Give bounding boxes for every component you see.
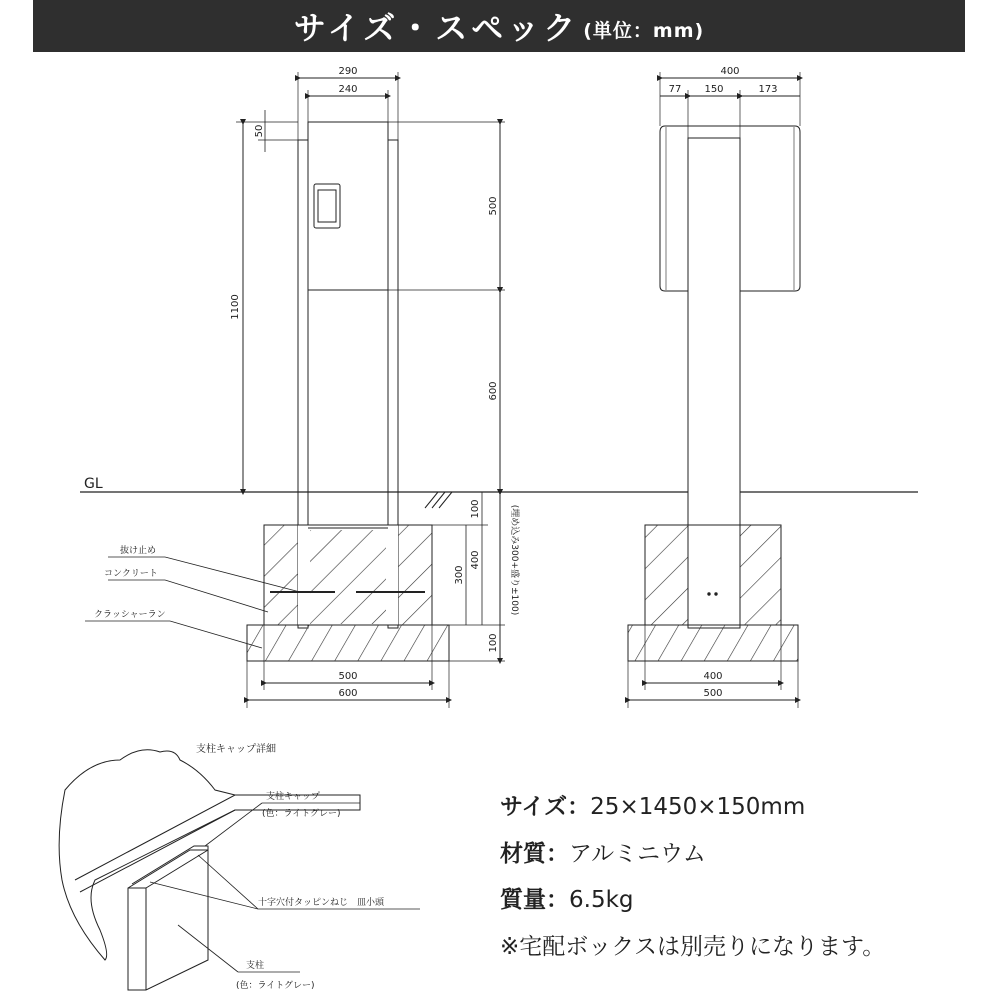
crusher-run-base: [247, 625, 449, 661]
screw-label: 十字穴付タッピンねじ 皿小頭: [258, 898, 385, 908]
unit-label: (単位：mm): [583, 19, 705, 42]
post-color: (色：ライトグレー): [236, 981, 315, 991]
dim-box-height: 500: [488, 196, 499, 216]
dim-base-inner: 500: [338, 671, 358, 682]
spec-weight-key: 質量：: [500, 887, 569, 913]
dim-side-mid: 150: [704, 84, 724, 95]
dim-embed-depth: 300: [454, 565, 465, 585]
spec-material-key: 材質：: [500, 841, 569, 867]
dim-side-total: 400: [720, 66, 740, 77]
spec-material-value: アルミニウム: [569, 841, 706, 867]
dim-base-outer: 600: [338, 688, 358, 699]
spec-size-value: 25×1450×150mm: [590, 794, 806, 820]
spec-size-key: サイズ：: [500, 794, 591, 820]
cap-detail-labels: [196, 742, 385, 991]
embed-note: (埋め込み300+盛り±100): [509, 504, 519, 616]
dim-outer-width: 290: [338, 66, 358, 77]
side-view: [628, 72, 800, 708]
page-title: サイズ・スペック: [293, 9, 580, 47]
ground-label: GL: [84, 476, 103, 492]
dim-lower-post: 600: [488, 381, 499, 401]
spec-size: [500, 788, 805, 821]
dim-base: 100: [488, 633, 499, 653]
dim-inner-width: 240: [338, 84, 358, 95]
sold-separately-note: ※宅配ボックスは別売りになります。: [500, 934, 886, 960]
spec-weight: [500, 881, 634, 914]
box-outline: [308, 122, 388, 290]
detail-title: 支柱キャップ詳細: [196, 744, 276, 755]
cap-label: 支柱キャップ: [266, 792, 321, 802]
side-crusher-run: [628, 625, 798, 661]
cap-color: (色：ライトグレー): [262, 809, 341, 819]
dim-total-height: 1100: [230, 294, 241, 320]
dim-embed-mid: 400: [470, 550, 481, 570]
spec-material: [500, 835, 706, 868]
detail-post: [128, 850, 208, 990]
post-label: 支柱: [246, 961, 265, 971]
dim-side-right: 173: [758, 84, 778, 95]
label-concrete: コンクリート: [104, 569, 158, 579]
dim-cap: 50: [254, 124, 265, 138]
dim-side-left: 77: [668, 84, 682, 95]
label-crusher-run: クラッシャーラン: [94, 610, 166, 620]
wall-breakout: [59, 750, 360, 960]
dim-side-base-outer: 500: [703, 688, 723, 699]
label-anchor: 抜け止め: [120, 546, 157, 556]
dim-embed-top: 100: [470, 499, 481, 519]
cap-detail: [59, 750, 420, 990]
spec-weight-value: 6.5kg: [569, 887, 634, 913]
dim-side-base-inner: 400: [703, 671, 723, 682]
